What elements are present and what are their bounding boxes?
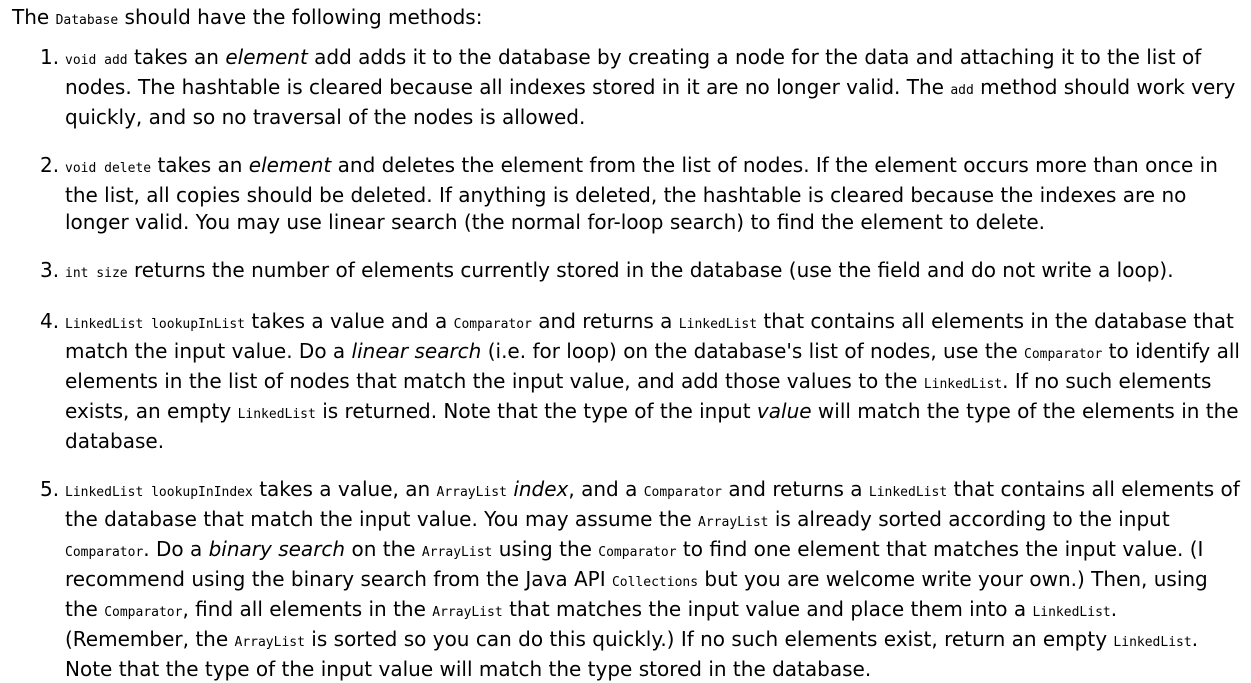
code-term: LinkedList lookupInList bbox=[65, 317, 246, 332]
body-text: takes a value and a bbox=[245, 309, 454, 333]
body-text: takes a value, an bbox=[252, 477, 437, 501]
methods-list bbox=[12, 44, 1243, 683]
emphasis-text: value bbox=[756, 399, 812, 423]
code-term: Comparator bbox=[104, 605, 183, 620]
code-term: ArrayList bbox=[698, 515, 769, 530]
body-text: (i.e. for loop) on the database's list of nodes, use the bbox=[481, 339, 1024, 363]
code-term: ArrayList bbox=[436, 485, 507, 500]
body-text: will match the type of the elements in the database. bbox=[65, 399, 1239, 453]
code-term: ArrayList bbox=[421, 545, 493, 560]
emphasis-text: binary search bbox=[208, 537, 346, 561]
body-text: takes an bbox=[151, 153, 249, 177]
item-number: 4. bbox=[40, 309, 60, 333]
body-text: to identify all elements in the list of nodes that match the input value, and add those values to the bbox=[65, 339, 1240, 393]
intro-text: The bbox=[12, 5, 56, 29]
code-term: ArrayList bbox=[234, 635, 305, 650]
item-number: 5. bbox=[40, 477, 60, 501]
body-text: returns the number of elements currently stored in the database (use the field and do not write a loop). bbox=[127, 258, 1174, 282]
body-text: that contains all elements of the database that match the input value. You may assume the bbox=[65, 477, 1240, 531]
body-text: to find one element that matches the input value. (I recommend using the binary search from the Java API bbox=[65, 537, 1204, 591]
code-term: LinkedList lookupInIndex bbox=[65, 485, 253, 500]
code-term: add bbox=[950, 83, 974, 98]
body-text: and returns a bbox=[721, 477, 869, 501]
code-term: LinkedList bbox=[1032, 605, 1111, 620]
code-term: Comparator bbox=[65, 545, 144, 560]
code-term: void add bbox=[65, 53, 128, 68]
body-text: and deletes the element from the list of nodes. If the element occurs more than once in the list, all copies should be deleted. If anything is deleted, the hashtable is cleared because the indexes are no longer valid. You may use linear search (the normal for-loop search) to find the element to delete. bbox=[65, 153, 1218, 234]
body-text: , find all elements in the bbox=[182, 597, 433, 621]
body-text: . (Remember, the bbox=[65, 597, 1118, 651]
body-text: is returned. Note that the type of the input bbox=[315, 399, 757, 423]
emphasis-text: element bbox=[248, 153, 332, 177]
code-term: void delete bbox=[65, 161, 152, 176]
item-number: 3. bbox=[40, 258, 60, 282]
body-text: that contains all elements in the database that match the input value. Do a bbox=[65, 309, 1234, 363]
intro-paragraph bbox=[12, 4, 1243, 34]
code-term: ArrayList bbox=[432, 605, 503, 620]
body-text: but you are welcome write your own.) Then, using the bbox=[65, 567, 1208, 621]
body-text: that matches the input value and place them into a bbox=[502, 597, 1033, 621]
body-text: add adds it to the database by creating a node for the data and attaching it to the list of nodes. The hashtable is cleared because all indexes stored in it are no longer valid. The bbox=[65, 45, 1202, 99]
code-term: LinkedList bbox=[678, 317, 758, 332]
code-term: LinkedList bbox=[1113, 635, 1192, 650]
code-term: Comparator bbox=[453, 317, 532, 332]
intro-text: should have the following methods: bbox=[118, 5, 483, 29]
emphasis-text: index bbox=[513, 477, 569, 501]
body-text: , and a bbox=[568, 477, 644, 501]
code-term: Comparator bbox=[598, 545, 677, 560]
body-text: . Note that the type of the input value will match the type stored in the database. bbox=[65, 627, 1199, 681]
code-term: LinkedList bbox=[237, 407, 316, 422]
method-item bbox=[12, 257, 1243, 287]
code-term: Comparator bbox=[643, 485, 722, 500]
body-text: and returns a bbox=[531, 309, 679, 333]
method-item bbox=[12, 44, 1243, 131]
body-text: on the bbox=[345, 537, 422, 561]
body-text: . Do a bbox=[143, 537, 209, 561]
code-term: LinkedList bbox=[923, 377, 1003, 392]
method-item bbox=[12, 308, 1243, 455]
body-text: . If no such elements exists, an empty bbox=[65, 369, 1212, 423]
code-term: int size bbox=[65, 266, 128, 281]
code-term: LinkedList bbox=[868, 485, 948, 500]
body-text: using the bbox=[492, 537, 599, 561]
intro-code: Database bbox=[55, 13, 119, 28]
method-item bbox=[12, 152, 1243, 236]
item-number: 2. bbox=[40, 153, 60, 177]
emphasis-text: element bbox=[225, 45, 308, 69]
item-number: 1. bbox=[40, 45, 60, 69]
body-text: is sorted so you can do this quickly.) If no such elements exist, return an empty bbox=[304, 627, 1114, 651]
code-term: Comparator bbox=[1024, 347, 1103, 362]
body-text: is already sorted according to the input bbox=[768, 507, 1170, 531]
body-text: method should work very quickly, and so no traversal of the nodes is allowed. bbox=[65, 75, 1236, 129]
method-item bbox=[12, 476, 1243, 683]
code-term: Collections bbox=[611, 575, 699, 590]
body-text: takes an bbox=[127, 45, 226, 69]
emphasis-text: linear search bbox=[351, 339, 482, 363]
